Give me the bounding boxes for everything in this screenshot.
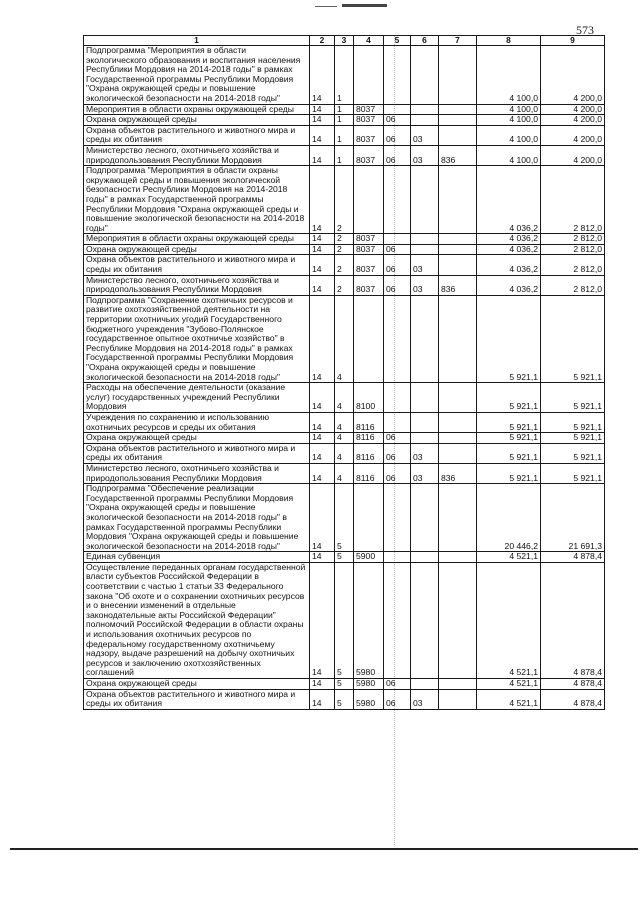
subdivision-cell — [411, 562, 439, 678]
subdivision-cell — [411, 679, 439, 690]
table-row — [84, 166, 605, 234]
section-code-cell: 14 — [310, 244, 335, 255]
row-name-cell: Охрана окружающей среды — [84, 433, 310, 444]
department-code-cell: 836 — [439, 463, 477, 483]
amount-year-2-cell: 2 812,0 — [541, 166, 605, 234]
subsection-code-cell: 4 — [335, 412, 354, 432]
column-header: 6 — [411, 36, 439, 46]
amount-year-2-cell: 4 200,0 — [541, 125, 605, 145]
section-code-cell: 14 — [310, 463, 335, 483]
subsection-code-cell: 5 — [335, 552, 354, 563]
page-number: 573 — [576, 23, 594, 37]
department-code-cell — [439, 552, 477, 563]
table-row — [84, 443, 605, 463]
division-cell — [384, 234, 411, 245]
page-bottom-border — [10, 848, 638, 850]
subsection-code-cell: 5 — [335, 484, 354, 552]
subdivision-cell: 03 — [411, 463, 439, 483]
amount-year-1-cell: 5 921,1 — [477, 295, 541, 382]
row-name-cell: Охрана окружающей среды — [84, 115, 310, 126]
table-row — [84, 412, 605, 432]
department-code-cell: 836 — [439, 145, 477, 165]
department-code-cell — [439, 295, 477, 382]
target-article-cell: 8037 — [354, 244, 384, 255]
subsection-code-cell: 5 — [335, 679, 354, 690]
amount-year-2-cell: 2 812,0 — [541, 234, 605, 245]
amount-year-1-cell: 4 036,2 — [477, 255, 541, 275]
target-article-cell: 8037 — [354, 125, 384, 145]
amount-year-2-cell: 5 921,1 — [541, 383, 605, 413]
subsection-code-cell: 5 — [335, 562, 354, 678]
section-code-cell: 14 — [310, 295, 335, 382]
amount-year-2-cell: 2 812,0 — [541, 275, 605, 295]
section-code-cell: 14 — [310, 484, 335, 552]
division-cell: 06 — [384, 433, 411, 444]
section-code-cell: 14 — [310, 562, 335, 678]
subdivision-cell — [411, 484, 439, 552]
division-cell: 06 — [384, 125, 411, 145]
column-header: 8 — [477, 36, 541, 46]
subsection-code-cell: 5 — [335, 689, 354, 709]
subsection-code-cell: 1 — [335, 115, 354, 126]
section-code-cell: 14 — [310, 275, 335, 295]
subdivision-cell — [411, 383, 439, 413]
row-name-cell: Подпрограмма "Сохранение охотничьих ресурсов и развитие охотхозяйственной деятельности на территории охотничьих угодий Государственного бюджетного учреждения "Зубово-Полянское государственное опытное охотничье хозяйство" в Республике Мордовия на 2014-2018 годы" в рамках Государственной программы Республики Мордовия "Охрана окружающей среды и повышение экологической безопасности на 2014-2018 годы" — [84, 295, 310, 382]
amount-year-1-cell: 4 521,1 — [477, 679, 541, 690]
division-cell: 06 — [384, 255, 411, 275]
table-row — [84, 484, 605, 552]
department-code-cell — [439, 383, 477, 413]
column-header: 3 — [335, 36, 354, 46]
subdivision-cell: 03 — [411, 443, 439, 463]
department-code-cell — [439, 166, 477, 234]
department-code-cell — [439, 679, 477, 690]
target-article-cell — [354, 295, 384, 382]
target-article-cell: 8116 — [354, 443, 384, 463]
division-cell — [384, 295, 411, 382]
amount-year-1-cell: 4 100,0 — [477, 145, 541, 165]
department-code-cell — [439, 244, 477, 255]
department-code-cell — [439, 46, 477, 105]
target-article-cell: 8037 — [354, 275, 384, 295]
row-name-cell: Охрана объектов растительного и животного мира и среды их обитания — [84, 443, 310, 463]
row-name-cell: Подпрограмма "Мероприятия в области охраны окружающей среды и повышения экологической безопасности Республики Мордовия на 2014-2018 годы" в рамках Государственной программы Республики Мордовия "Охрана окружающей среды и повышение экологической безопасности на 2014-2018 годы" — [84, 166, 310, 234]
budget-table — [83, 35, 605, 710]
table-row — [84, 104, 605, 115]
section-code-cell: 14 — [310, 443, 335, 463]
amount-year-2-cell: 4 200,0 — [541, 145, 605, 165]
amount-year-1-cell: 4 100,0 — [477, 125, 541, 145]
column-header: 7 — [439, 36, 477, 46]
amount-year-1-cell: 5 921,1 — [477, 463, 541, 483]
division-cell: 06 — [384, 145, 411, 165]
table-row — [84, 244, 605, 255]
amount-year-2-cell: 4 200,0 — [541, 46, 605, 105]
subdivision-cell: 03 — [411, 145, 439, 165]
department-code-cell — [439, 433, 477, 444]
subdivision-cell — [411, 433, 439, 444]
subsection-code-cell: 4 — [335, 383, 354, 413]
amount-year-2-cell: 4 200,0 — [541, 115, 605, 126]
subdivision-cell — [411, 412, 439, 432]
table-row — [84, 679, 605, 690]
table-body — [84, 46, 605, 710]
subdivision-cell — [411, 244, 439, 255]
table-row — [84, 433, 605, 444]
subsection-code-cell: 1 — [335, 145, 354, 165]
amount-year-1-cell: 4 036,2 — [477, 166, 541, 234]
division-cell: 06 — [384, 244, 411, 255]
amount-year-1-cell: 4 100,0 — [477, 46, 541, 105]
department-code-cell — [439, 234, 477, 245]
section-code-cell: 14 — [310, 552, 335, 563]
column-header: 5 — [384, 36, 411, 46]
section-code-cell: 14 — [310, 255, 335, 275]
section-code-cell: 14 — [310, 412, 335, 432]
division-cell: 06 — [384, 443, 411, 463]
target-article-cell: 8116 — [354, 412, 384, 432]
department-code-cell — [439, 689, 477, 709]
row-name-cell: Министерство лесного, охотничьего хозяйства и природопользования Республики Мордовия — [84, 463, 310, 483]
subsection-code-cell: 4 — [335, 463, 354, 483]
subsection-code-cell: 4 — [335, 443, 354, 463]
amount-year-1-cell: 4 100,0 — [477, 115, 541, 126]
subdivision-cell — [411, 115, 439, 126]
table-row — [84, 463, 605, 483]
subsection-code-cell: 1 — [335, 104, 354, 115]
row-name-cell: Министерство лесного, охотничьего хозяйства и природопользования Республики Мордовия — [84, 275, 310, 295]
row-name-cell: Мероприятия в области охраны окружающей среды — [84, 234, 310, 245]
department-code-cell: 836 — [439, 275, 477, 295]
division-cell: 06 — [384, 679, 411, 690]
amount-year-2-cell: 4 878,4 — [541, 552, 605, 563]
section-code-cell: 14 — [310, 679, 335, 690]
table-row — [84, 689, 605, 709]
subsection-code-cell: 1 — [335, 125, 354, 145]
division-cell — [384, 104, 411, 115]
table-row — [84, 125, 605, 145]
section-code-cell: 14 — [310, 166, 335, 234]
amount-year-2-cell: 5 921,1 — [541, 295, 605, 382]
subsection-code-cell: 1 — [335, 46, 354, 105]
table-row — [84, 234, 605, 245]
table-row — [84, 562, 605, 678]
row-name-cell: Министерство лесного, охотничьего хозяйства и природопользования Республики Мордовия — [84, 145, 310, 165]
target-article-cell: 8037 — [354, 234, 384, 245]
subdivision-cell: 03 — [411, 275, 439, 295]
section-code-cell: 14 — [310, 689, 335, 709]
amount-year-1-cell: 4 036,2 — [477, 275, 541, 295]
target-article-cell: 8116 — [354, 433, 384, 444]
section-code-cell: 14 — [310, 234, 335, 245]
amount-year-1-cell: 4 036,2 — [477, 244, 541, 255]
subdivision-cell — [411, 234, 439, 245]
target-article-cell: 8037 — [354, 255, 384, 275]
department-code-cell — [439, 125, 477, 145]
table-row — [84, 145, 605, 165]
division-cell: 06 — [384, 689, 411, 709]
division-cell — [384, 562, 411, 678]
subsection-code-cell: 4 — [335, 433, 354, 444]
row-name-cell: Охрана объектов растительного и животного мира и среды их обитания — [84, 125, 310, 145]
row-name-cell: Охрана объектов растительного и животного мира и среды их обитания — [84, 255, 310, 275]
target-article-cell: 5980 — [354, 562, 384, 678]
target-article-cell: 8037 — [354, 115, 384, 126]
row-name-cell: Учреждения по сохранению и использованию охотничьих ресурсов и среды их обитания — [84, 412, 310, 432]
subsection-code-cell: 2 — [335, 275, 354, 295]
table-row — [84, 552, 605, 563]
target-article-cell — [354, 166, 384, 234]
amount-year-2-cell: 4 878,4 — [541, 679, 605, 690]
row-name-cell: Осуществление переданных органам государственной власти субъектов Российской Федерации в соответствии с частью 1 статьи 33 Федерального закона "Об охоте и о сохранении охотничьих ресурсов и о внесении изменений в отдельные законодательные акты Российской Федерации" полномочий Российской Федерации в области охраны и использования охотничьих ресурсов по федеральному государственному охотничьему надзору, выдаче разрешений на добычу охотничьих ресурсов и заключению охотхозяйственных соглашений — [84, 562, 310, 678]
subsection-code-cell: 2 — [335, 255, 354, 275]
target-article-cell: 8116 — [354, 463, 384, 483]
amount-year-1-cell: 4 036,2 — [477, 234, 541, 245]
division-cell: 06 — [384, 275, 411, 295]
target-article-cell: 8100 — [354, 383, 384, 413]
target-article-cell — [354, 484, 384, 552]
department-code-cell — [439, 484, 477, 552]
table-header-row — [84, 36, 605, 46]
amount-year-2-cell: 4 878,4 — [541, 562, 605, 678]
section-code-cell: 14 — [310, 104, 335, 115]
subsection-code-cell: 4 — [335, 295, 354, 382]
table-row — [84, 295, 605, 382]
amount-year-2-cell: 5 921,1 — [541, 433, 605, 444]
subdivision-cell — [411, 295, 439, 382]
amount-year-2-cell: 4 878,4 — [541, 689, 605, 709]
scan-mark — [342, 4, 387, 7]
subdivision-cell — [411, 552, 439, 563]
column-header: 4 — [354, 36, 384, 46]
table-row — [84, 275, 605, 295]
scan-mark — [315, 6, 337, 7]
row-name-cell: Подпрограмма "Обеспечение реализации Государственной программы Республики Мордовия "Охрана окружающей среды и повышение экологической безопасности на 2014-2018 годы" в рамках Государственной программы Республики Мордовия "Охрана окружающей среды и повышение экологической безопасности на 2014-2018 годы" — [84, 484, 310, 552]
amount-year-2-cell: 5 921,1 — [541, 463, 605, 483]
column-header: 1 — [84, 36, 310, 46]
department-code-cell — [439, 562, 477, 678]
amount-year-1-cell: 4 521,1 — [477, 689, 541, 709]
division-cell — [384, 46, 411, 105]
amount-year-2-cell: 2 812,0 — [541, 255, 605, 275]
division-cell — [384, 412, 411, 432]
table-row — [84, 383, 605, 413]
amount-year-2-cell: 21 691,3 — [541, 484, 605, 552]
section-code-cell: 14 — [310, 433, 335, 444]
division-cell — [384, 484, 411, 552]
target-article-cell: 5980 — [354, 689, 384, 709]
amount-year-1-cell: 5 921,1 — [477, 443, 541, 463]
row-name-cell: Охрана окружающей среды — [84, 679, 310, 690]
amount-year-1-cell: 5 921,1 — [477, 412, 541, 432]
target-article-cell: 8037 — [354, 145, 384, 165]
division-cell — [384, 166, 411, 234]
department-code-cell — [439, 115, 477, 126]
target-article-cell — [354, 46, 384, 105]
target-article-cell: 5980 — [354, 679, 384, 690]
target-article-cell: 5900 — [354, 552, 384, 563]
amount-year-2-cell: 5 921,1 — [541, 412, 605, 432]
amount-year-1-cell: 5 921,1 — [477, 433, 541, 444]
division-cell — [384, 383, 411, 413]
row-name-cell: Охрана объектов растительного и животного мира и среды их обитания — [84, 689, 310, 709]
column-header: 9 — [541, 36, 605, 46]
division-cell: 06 — [384, 463, 411, 483]
row-name-cell: Мероприятия в области охраны окружающей среды — [84, 104, 310, 115]
row-name-cell: Единая субвенция — [84, 552, 310, 563]
department-code-cell — [439, 443, 477, 463]
column-header: 2 — [310, 36, 335, 46]
division-cell — [384, 552, 411, 563]
section-code-cell: 14 — [310, 145, 335, 165]
amount-year-2-cell: 4 200,0 — [541, 104, 605, 115]
subdivision-cell: 03 — [411, 255, 439, 275]
target-article-cell: 8037 — [354, 104, 384, 115]
row-name-cell: Расходы на обеспечение деятельности (оказание услуг) государственных учреждений Республики Мордовия — [84, 383, 310, 413]
subsection-code-cell: 2 — [335, 244, 354, 255]
section-code-cell: 14 — [310, 125, 335, 145]
amount-year-1-cell: 5 921,1 — [477, 383, 541, 413]
amount-year-2-cell: 2 812,0 — [541, 244, 605, 255]
department-code-cell — [439, 412, 477, 432]
subdivision-cell — [411, 46, 439, 105]
row-name-cell: Охрана окружающей среды — [84, 244, 310, 255]
section-code-cell: 14 — [310, 46, 335, 105]
division-cell: 06 — [384, 115, 411, 126]
table-row — [84, 255, 605, 275]
table-row — [84, 46, 605, 105]
subdivision-cell — [411, 104, 439, 115]
row-name-cell: Подпрограмма "Мероприятия в области экологического образования и воспитания населения Республики Мордовия на 2014-2018 годы" в рамках Государственной программы Республики Мордовия "Охрана окружающей среды и повышение экологической безопасности на 2014-2018 годы" — [84, 46, 310, 105]
subdivision-cell: 03 — [411, 125, 439, 145]
section-code-cell: 14 — [310, 115, 335, 126]
table-row — [84, 115, 605, 126]
subdivision-cell: 03 — [411, 689, 439, 709]
amount-year-1-cell: 20 446,2 — [477, 484, 541, 552]
subdivision-cell — [411, 166, 439, 234]
department-code-cell — [439, 104, 477, 115]
subsection-code-cell: 2 — [335, 234, 354, 245]
amount-year-1-cell: 4 100,0 — [477, 104, 541, 115]
amount-year-1-cell: 4 521,1 — [477, 552, 541, 563]
section-code-cell: 14 — [310, 383, 335, 413]
amount-year-2-cell: 5 921,1 — [541, 443, 605, 463]
subsection-code-cell: 2 — [335, 166, 354, 234]
department-code-cell — [439, 255, 477, 275]
amount-year-1-cell: 4 521,1 — [477, 562, 541, 678]
